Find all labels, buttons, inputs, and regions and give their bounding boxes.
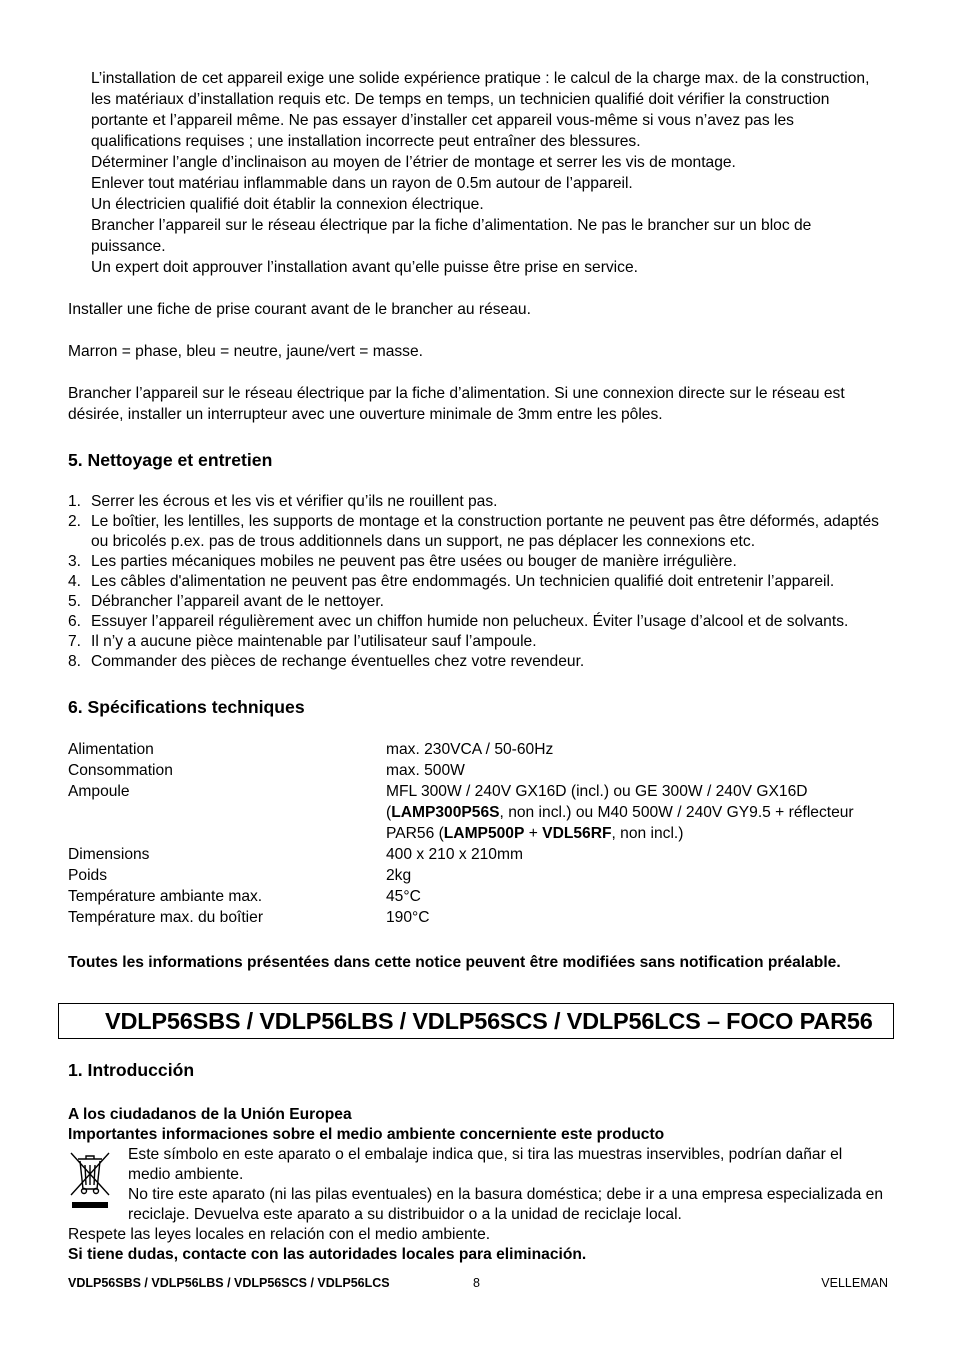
crossed-bin-icon xyxy=(68,1149,112,1213)
list-item: 8. Commander des pièces de rechange éventuelles chez votre revendeur. xyxy=(68,653,585,670)
install-item: Un électricien qualifié doit établir la connexion électrique. xyxy=(91,196,484,213)
section-6-heading: 6. Spécifications techniques xyxy=(68,697,305,717)
es-section-1-heading: 1. Introducción xyxy=(68,1060,195,1080)
list-item: 3. Les parties mécaniques mobiles ne peuvent pas être usées ou bouger de manière irrégulière. xyxy=(68,553,737,570)
footer-models: VDLP56SBS / VDLP56LBS / VDLP56SCS / VDLP56LCS xyxy=(68,1276,390,1290)
install-item: Un expert doit approuver l’installation avant qu’elle puisse être prise en service. xyxy=(91,259,638,276)
weee-text-1: Este símbolo en este aparato o el embalaje indica que, si tira las muestras inservibles, podrían dañar el medio ambiente. xyxy=(128,1146,843,1183)
page-number: 8 xyxy=(473,1276,480,1290)
list-item: 6. Essuyer l’appareil régulièrement avec un chiffon humide non pelucheux. Éviter l’usage d’alcool et de solvants. xyxy=(68,613,849,630)
install-item: Brancher l’appareil sur le réseau électrique par la fiche d’alimentation. Ne pas le brancher sur un bloc de puissance. xyxy=(91,217,812,255)
plug-paragraph: Installer une fiche de prise courant avant de le brancher au réseau. xyxy=(68,301,531,318)
list-item: 4. Les câbles d'alimentation ne peuvent pas être endommagés. Un technicien qualifié doit entretenir l’appareil. xyxy=(68,573,835,590)
installation-list xyxy=(68,68,888,278)
page-footer xyxy=(68,1274,888,1292)
weee-text-2: No tire este aparato (ni las pilas eventuales) en la basura doméstica; debe ir a una empresa especializada en reciclaje. Devuelva este aparato a su distribuidor o a la unidad de reciclaje local. xyxy=(128,1186,884,1223)
install-item: Déterminer l’angle d’inclinaison au moyen de l’étrier de montage et serrer les vis de montage. xyxy=(91,154,736,171)
table-row: Consommation max. 500W xyxy=(68,762,465,779)
ampoule-value: MFL 300W / 240V GX16D (incl.) ou GE 300W / 240V GX16D (LAMP300P56S, non incl.) ou M40 500W / 240V GY9.5 + réflecteur PAR56 (LAMP500P + VDL56RF, non incl.) xyxy=(386,783,854,842)
table-row: Dimensions 400 x 210 x 210mm xyxy=(68,846,523,863)
list-item: 7. Il n’y a aucune pièce maintenable par l’utilisateur sauf l’ampoule. xyxy=(68,633,537,650)
table-row: Poids 2kg xyxy=(68,867,412,884)
table-row: Température ambiante max. 45°C xyxy=(68,888,421,905)
install-item: L’installation de cet appareil exige une solide expérience pratique : le calcul de la charge max. de la construction, les matériaux d’installation requis etc. De temps en temps, un technicien qualifié doit vérifier la construction portante et l’appareil même. Ne pas essayer d’installer cet appareil vous-même si vous n’avez pas les qualifications requises ; une installation incorrecte peut entraîner des blessures. xyxy=(91,70,870,150)
change-notice: Toutes les informations présentées dans cette notice peuvent être modifiées sans notification préalable. xyxy=(68,954,841,971)
respect-laws-text: Respete las leyes locales en relación con el medio ambiente. xyxy=(68,1226,491,1243)
install-item: Enlever tout matériau inflammable dans un rayon de 0.5m autour de l’appareil. xyxy=(91,175,633,192)
connection-paragraph: Brancher l’appareil sur le réseau électrique par la fiche d’alimentation. Si une connexion directe sur le réseau est désirée, installer un interrupteur avec une ouverture minimale de 3mm entre les pôles. xyxy=(68,385,845,423)
eu-citizens-heading: A los ciudadanos de la Unión Europea xyxy=(68,1106,352,1123)
environment-heading: Importantes informaciones sobre el medio ambiente concerniente este producto xyxy=(68,1126,665,1143)
section-5-heading: 5. Nettoyage et entretien xyxy=(68,450,273,470)
spanish-content xyxy=(68,1059,888,1265)
french-content xyxy=(68,68,888,989)
maintenance-list xyxy=(68,492,888,672)
spec-table xyxy=(68,739,876,928)
doubts-text: Si tiene dudas, contacte con las autoridades locales para eliminación. xyxy=(68,1246,587,1263)
table-row: Ampoule MFL 300W / 240V GX16D (incl.) ou GE 300W / 240V GX16D (LAMP300P56S, non incl.) ou M40 500W / 240V GY9.5 + réflecteur PAR56 (LAMP500P + VDL56RF, non incl.) xyxy=(68,781,876,844)
table-row: Alimentation max. 230VCA / 50-60Hz xyxy=(68,741,554,758)
weee-block xyxy=(68,1145,888,1225)
list-item: 5. Débrancher l’appareil avant de le nettoyer. xyxy=(68,593,384,610)
table-row: Température max. du boîtier 190°C xyxy=(68,909,430,926)
list-item: 2. Le boîtier, les lentilles, les supports de montage et la construction portante ne peuvent pas être déformés, adaptés ou bricolés p.ex. pas de trous additionnels dans un support, ne pas déplacer les connexions etc. xyxy=(68,513,879,550)
wiring-paragraph: Marron = phase, bleu = neutre, jaune/vert = masse. xyxy=(68,343,423,360)
spanish-title-box: VDLP56SBS / VDLP56LBS / VDLP56SCS / VDLP56LCS – FOCO PAR56 xyxy=(58,1003,894,1039)
footer-brand: VELLEMAN xyxy=(821,1276,888,1290)
list-item: 1. Serrer les écrous et les vis et vérifier qu’ils ne rouillent pas. xyxy=(68,493,498,510)
